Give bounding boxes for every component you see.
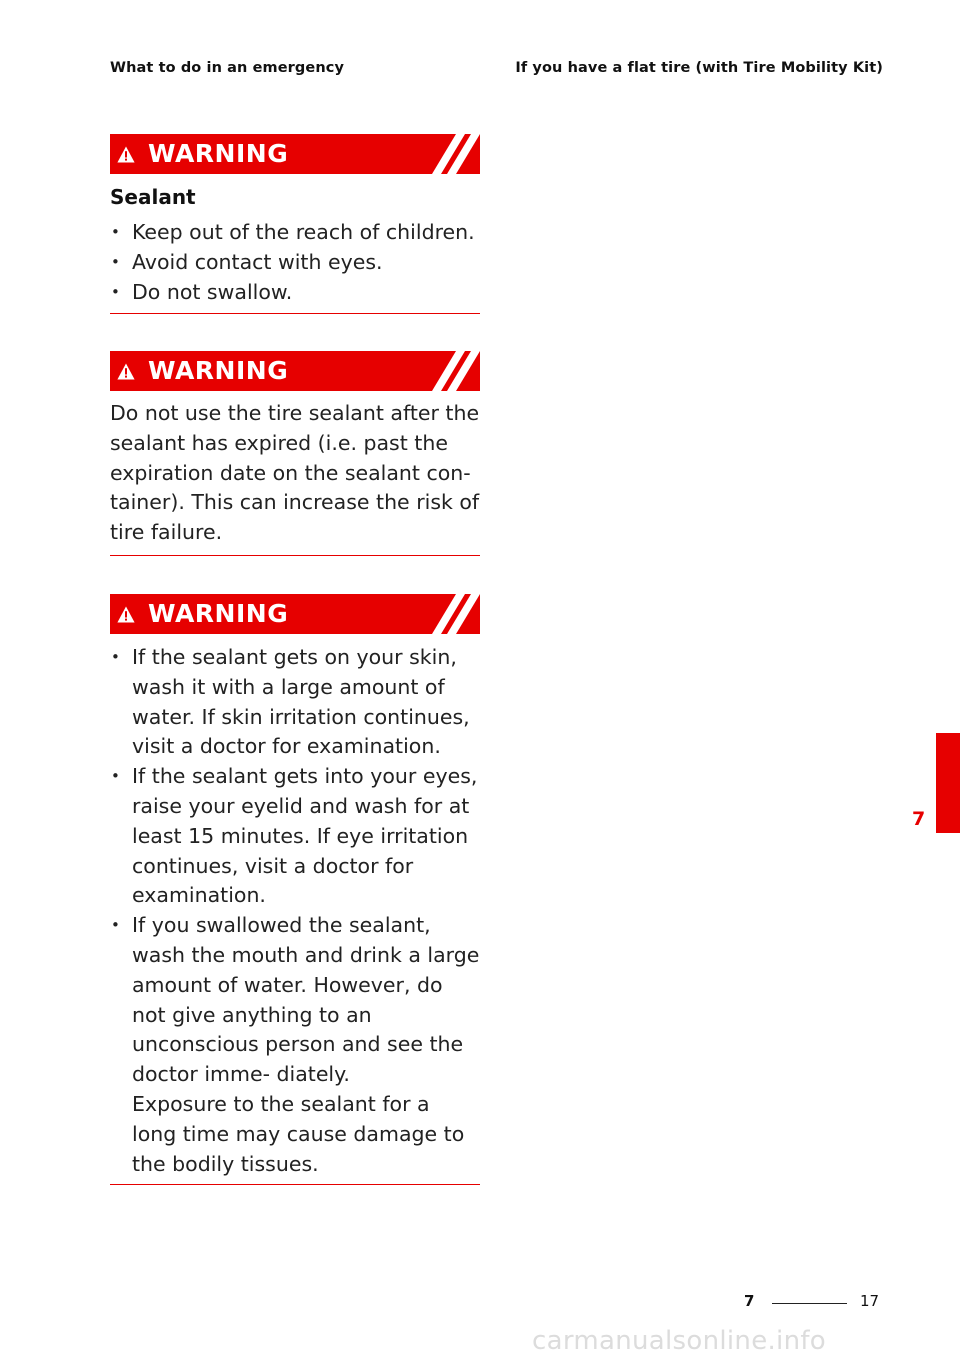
list-item: • If the sealant gets on your skin, wash it with a large amount of water. If skin irritation continues, visit a doctor for examination. (110, 643, 480, 762)
warning-title: Sealant (110, 185, 196, 209)
chapter-thumb-tab (936, 733, 960, 833)
hazard-stripes-icon (432, 351, 480, 391)
warning-bullet-list (110, 643, 480, 1090)
chapter-tab-number: 7 (912, 808, 926, 830)
warning-end-rule (110, 313, 480, 314)
list-item: • Keep out of the reach of children. (110, 218, 480, 248)
warning-label: WARNING (148, 599, 289, 628)
warning-banner (110, 594, 480, 634)
warning-paragraph: Do not use the tire sealant after the sealant has expired (i.e. past the expiration date on the sealant con- tainer). This can increase the risk of tire failure. (110, 401, 480, 545)
running-header-section: If you have a flat tire (with Tire Mobility Kit) (515, 60, 883, 76)
running-header-chapter: What to do in an emergency (110, 60, 345, 76)
list-item: • If the sealant gets into your eyes, raise your eyelid and wash for at least 15 minutes. If eye irritation continues, visit a doctor for examination. (110, 762, 480, 911)
warning-block-3 (110, 594, 480, 1179)
warning-banner (110, 351, 480, 391)
warning-block-1 (110, 134, 480, 307)
warning-banner (110, 134, 480, 174)
warning-triangle-icon (117, 363, 135, 380)
warning-triangle-icon (117, 146, 135, 163)
warning-end-rule (110, 1184, 480, 1185)
list-item: • Do not swallow. (110, 278, 480, 308)
warning-block-2 (110, 351, 480, 548)
footer-page-number: 17 (860, 1292, 880, 1310)
warning-label: WARNING (148, 139, 289, 168)
list-item: • Avoid contact with eyes. (110, 248, 480, 278)
footer-rule (772, 1303, 847, 1304)
warning-label: WARNING (148, 356, 289, 385)
warning-end-rule (110, 555, 480, 556)
warning-triangle-icon (117, 606, 135, 623)
footer-chapter-number: 7 (744, 1292, 755, 1310)
list-item: • If you swallowed the sealant, wash the mouth and drink a large amount of water. However, do not give anything to an unconscious person and see the doctor imme- diately. (110, 911, 480, 1090)
hazard-stripes-icon (432, 594, 480, 634)
hazard-stripes-icon (432, 134, 480, 174)
warning-bullet-list (110, 218, 480, 307)
warning-note: Exposure to the sealant for a long time may cause damage to the bodily tissues. (132, 1091, 465, 1176)
watermark: carmanualsonline.info (532, 1326, 827, 1356)
